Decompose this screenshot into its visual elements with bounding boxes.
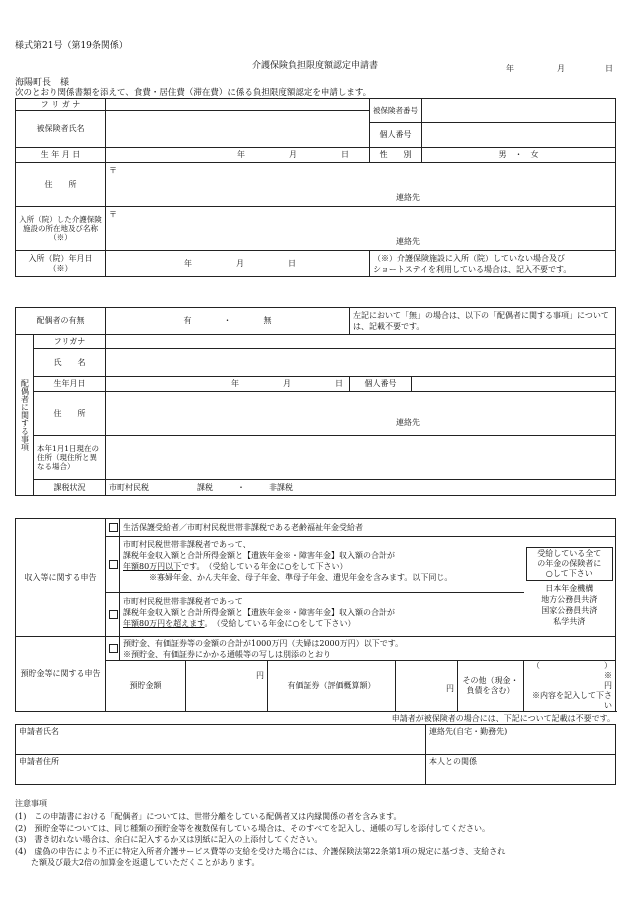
deposit-field[interactable]: [186, 661, 268, 712]
admit-day: 日: [288, 258, 296, 268]
facility-postal-mark: 〒: [109, 210, 117, 219]
applicant-contact-label: 連絡先(自宅・勤務先): [429, 727, 508, 736]
tax-field[interactable]: 市町村民税 課税 ・ 非課税: [106, 480, 616, 496]
admit-date-label: 入所（院）年月日（※）: [16, 251, 106, 277]
facility-contact: 連絡先: [396, 237, 420, 246]
note-item: た額及び最大2倍の加算金を返還していただくことがあります。: [15, 858, 260, 867]
notes-heading: 注意事項: [15, 799, 47, 808]
insured-section: [15, 98, 616, 277]
admit-date-field[interactable]: [106, 251, 370, 277]
other-label: その他（現金・負債を含む）: [458, 661, 524, 712]
spouse-birth-label: 生年月日: [34, 377, 106, 392]
note-item: (3) 書き切れない場合は、余白に記入するか又は別紙に記入の上添付してください。: [15, 835, 323, 844]
spouse-has[interactable]: 有: [183, 316, 192, 325]
income-label: 収入等に関する申告: [16, 519, 106, 637]
income-option-1: 生活保護受給者／市町村民税世帯非課税である老齢福祉年金受給者: [120, 519, 616, 537]
spouse-name-label: 氏 名: [34, 349, 106, 377]
savings-checkbox[interactable]: [106, 637, 120, 661]
spouse-furigana-label: フリガナ: [34, 335, 106, 349]
spouse-none[interactable]: 無: [263, 316, 272, 325]
other-yen: 円: [604, 681, 613, 690]
spouse-section: [15, 307, 616, 496]
facility-label: 入所（院）した介護保険施設の所在地及び名称（※）: [16, 207, 106, 251]
jan1-address-label: 本年1月1日現在の住所（現住所と異なる場合）: [34, 436, 106, 480]
securities-field[interactable]: [396, 661, 458, 712]
spouse-has-field[interactable]: [106, 308, 350, 335]
birth-field[interactable]: [106, 148, 370, 163]
deposit-yen: 円: [256, 671, 264, 680]
note-item: (1) この申請書における「配偶者」については、世帯分離をしている配偶者又は内縁関係の者を含みます。: [15, 812, 402, 821]
applicant-address-field[interactable]: [16, 755, 426, 785]
spouse-birth-day: 日: [335, 379, 343, 388]
deposit-label: 預貯金額: [106, 661, 186, 712]
spouse-furigana-field[interactable]: [106, 335, 616, 349]
other-field[interactable]: [524, 661, 616, 712]
other-paren: （ ）※: [532, 661, 613, 680]
spouse-contact: 連絡先: [396, 418, 420, 427]
pension-insurer-box[interactable]: [524, 537, 616, 637]
other-note: ※内容を記入して下さい: [532, 691, 613, 710]
birth-year: 年: [237, 150, 245, 159]
spouse-name-field[interactable]: [106, 349, 616, 377]
admit-month: 月: [236, 258, 244, 268]
securities-label: 有価証券（評価概算額）: [268, 661, 396, 712]
date-month: 月: [557, 64, 565, 73]
form-title: 介護保険負担限度額認定申請書: [251, 61, 378, 71]
applicant-relation-label: 本人との関係: [429, 757, 477, 766]
applicant-section: [15, 724, 616, 785]
income-option-3: 市町村民税世帯非課税者であって 課税年金収入額と合計所得金額と【遺族年金※・障害年金】収入額の合計が 年額80万円を超えます。 （受給している年金に○をして下さい）: [120, 593, 524, 637]
admit-note: （※）介護保険施設に入所（院）していない場合及び ショートステイを利用している場合は、記入不要です。: [370, 251, 616, 277]
spouse-birth-year: 年: [231, 379, 239, 388]
admit-year: 年: [184, 258, 192, 268]
applicant-relation-field[interactable]: [426, 755, 616, 785]
tax-label: 課税状況: [34, 480, 106, 496]
insured-name-label: 被保険者氏名: [16, 111, 106, 148]
postal-mark: 〒: [109, 166, 117, 175]
pension-shigaku[interactable]: 私学共済: [553, 616, 586, 626]
spouse-label: 配偶者の有無: [16, 308, 106, 335]
facility-field[interactable]: [106, 207, 616, 251]
form-number: 様式第21号（第19条関係）: [15, 41, 128, 51]
income-checkbox-1[interactable]: [106, 519, 120, 537]
savings-statement: 預貯金、有価証券等の金額の合計が1000万円（夫婦は2000万円）以下です。 ※預貯金、有価証券にかかる通帳等の写しは別添のとおり: [120, 637, 616, 661]
addressee: 海陽町長 様: [15, 78, 70, 88]
savings-label: 預貯金等に関する申告: [16, 637, 106, 712]
sex-field[interactable]: 男 ・ 女: [422, 148, 616, 163]
securities-yen: 円: [446, 684, 454, 693]
furigana-label: フ リ ガ ナ: [16, 99, 106, 111]
birth-month: 月: [289, 150, 297, 159]
income-section: [15, 518, 616, 712]
furigana-field[interactable]: [106, 99, 370, 111]
spouse-personal-number-field[interactable]: [412, 377, 616, 392]
intro-text: 次のとおり関係書類を添えて、食費・居住費（滞在費）に係る負担限度額認定を申請します。: [15, 88, 372, 98]
note-item: (2) 預貯金等については、同じ種類の預貯金等を複数保有している場合は、そのすべてを記入し、通帳の写しを添付してください。: [15, 823, 491, 833]
income-option-2: 市町村民税世帯非課税者であって、 課税年金収入額と合計所得金額と【遺族年金※・障害年金】収入額の合計が 年額80万円以下です。 （受給している年金に○をして下さい） ※寡婦年金、かん夫年金、母子年金、準母子年金、遺児年金を含みます。以下同じ。: [120, 537, 524, 593]
pension-chiho[interactable]: 地方公務員共済: [541, 594, 598, 604]
birth-day: 日: [341, 150, 349, 159]
insured-name-field[interactable]: [106, 111, 370, 148]
spouse-dot: ・: [223, 316, 232, 325]
notes-list: [15, 811, 505, 869]
applicant-name-field[interactable]: [16, 725, 426, 755]
insured-number-field[interactable]: [422, 99, 616, 123]
date-day: 日: [605, 64, 613, 73]
spouse-note: 左記において「無」の場合は、以下の「配偶者に関する事項」については、記載不要です。: [350, 308, 616, 335]
pension-kokka[interactable]: 国家公務員共済: [541, 605, 598, 615]
income-checkbox-3[interactable]: [106, 593, 120, 637]
note-item: (4) 虚偽の申告により不正に特定入所者介護サービス費等の支給を受けた場合には、介護保険法第22条第1項の規定に基づき、支給され: [15, 846, 506, 856]
applicant-name-label: 申請者氏名: [19, 727, 59, 736]
applicant-contact-field[interactable]: [426, 725, 616, 755]
address-field[interactable]: [106, 163, 616, 207]
spouse-address-field[interactable]: [106, 392, 616, 436]
spouse-birth-field[interactable]: [106, 377, 350, 392]
personal-number-field[interactable]: [422, 123, 616, 148]
pension-insurer-prompt: 受給している全て の年金の保険者に ○して下さい: [526, 547, 614, 581]
birth-label: 生 年 月 日: [16, 148, 106, 163]
applicant-note: 申請者が被保険者の場合には、下記について記載は不要です。: [391, 714, 615, 723]
spouse-side-label: 配偶者に関する事項: [16, 335, 34, 496]
applicant-address-label: 申請者住所: [19, 757, 59, 766]
spouse-birth-month: 月: [283, 379, 291, 388]
date-year: 年: [506, 64, 514, 73]
address-label: 住 所: [16, 163, 106, 207]
pension-nenkin[interactable]: 日本年金機構: [545, 583, 594, 593]
jan1-address-field[interactable]: [106, 436, 616, 480]
spouse-personal-number-label: 個人番号: [350, 377, 412, 392]
personal-number-label: 個人番号: [370, 123, 422, 148]
spouse-address-label: 住 所: [34, 392, 106, 436]
insured-number-label: 被保険者番号: [370, 99, 422, 123]
sex-label: 性 別: [370, 148, 422, 163]
income-checkbox-2[interactable]: [106, 537, 120, 593]
address-contact: 連絡先: [396, 193, 420, 202]
